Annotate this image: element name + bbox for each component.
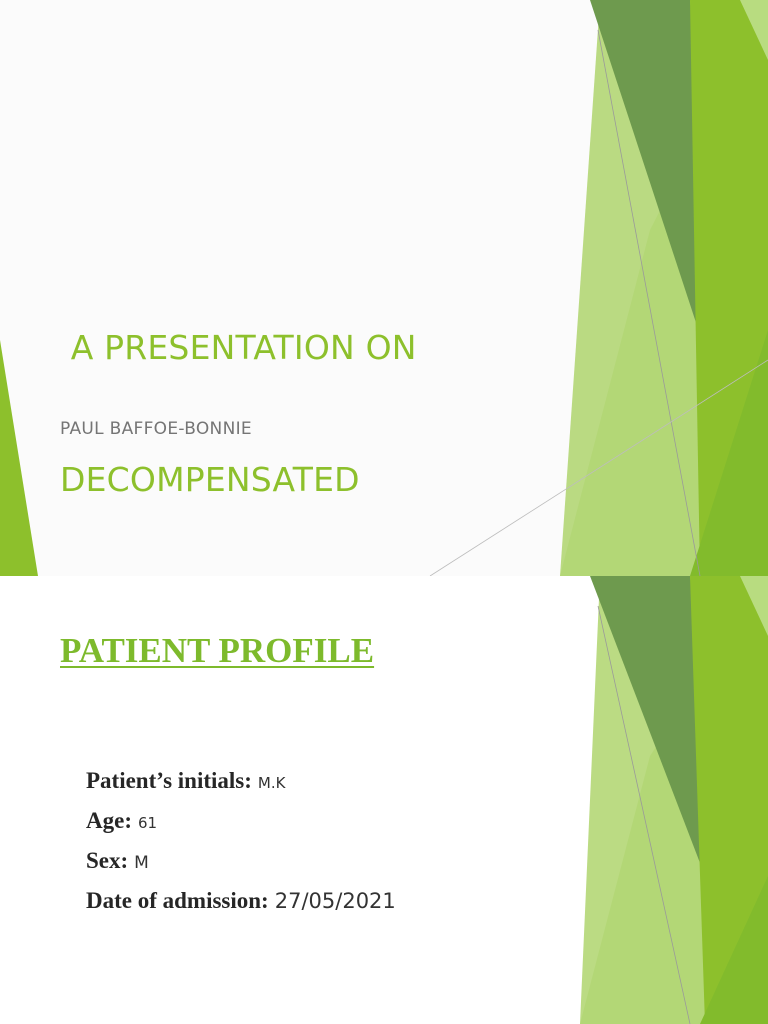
field-label: Sex: (86, 848, 129, 873)
field-sex (86, 841, 396, 881)
field-label: Date of admission: (86, 888, 269, 913)
field-value: M.K (257, 774, 286, 792)
field-value: 61 (137, 814, 158, 832)
title-line-2: DECOMPENSATED (60, 460, 360, 499)
field-label: Age: (86, 808, 132, 833)
patient-fields (86, 761, 396, 921)
patient-profile-slide (0, 576, 768, 1024)
slide-heading: PATIENT PROFILE (60, 631, 375, 670)
left-accent-triangle (0, 340, 38, 576)
field-label: Patient’s initials: (86, 768, 252, 793)
title-line-1: A PRESENTATION ON (60, 328, 417, 367)
field-initials (86, 761, 396, 801)
field-value: M (134, 853, 149, 873)
field-age (86, 801, 396, 841)
field-value: 27/05/2021 (274, 889, 396, 913)
field-date-of-admission (86, 881, 396, 921)
presenter-name: PAUL BAFFOE-BONNIE (60, 419, 252, 439)
